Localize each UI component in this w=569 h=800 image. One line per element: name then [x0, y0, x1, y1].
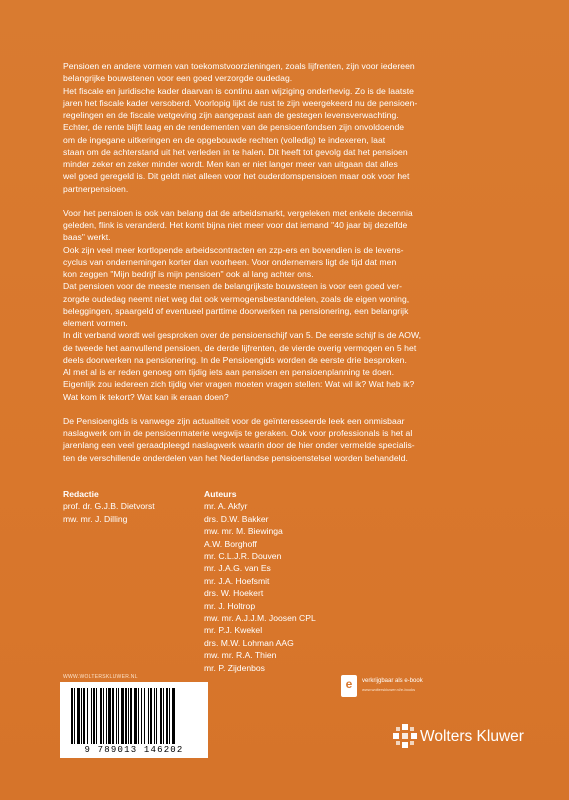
text-line: Dat pensioen voor de meeste mensen de belangrijkste bouwsteen is voor een goed ver- — [63, 281, 403, 292]
ebook-url: www.wolterskluwer.nl/e-books — [362, 687, 416, 692]
paragraph-1 — [63, 60, 513, 195]
text-line: naslagwerk om in de pensioenmaterie wegwijs te geraken. Ook voor professionals is het al — [63, 428, 413, 438]
text-line: Het fiscale en juridische kader daarvan is continu aan wijziging onderhevig. Zo is de laatste — [63, 85, 414, 96]
text-line: De Pensioengids is vanwege zijn actualiteit voor de geïnteresseerde leek een onmisbaar — [63, 415, 405, 426]
text-line: jaren het fiscale kader versoberd. Voorlopig lijkt de rust te zijn weergekeerd nu de pensioen- — [63, 97, 418, 108]
author-name: mr. C.L.J.R. Douven — [204, 551, 282, 562]
text-line: zorgde oudedag neemt niet weg dat ook vermogensbestanddelen, zoals de eigen woning, — [63, 293, 410, 304]
text-line: ten de verschillende onderdelen van het Nederlandse pensioenstelsel worden behandeld. — [63, 452, 408, 463]
text-line: deels doorwerken na pensionering. In de Pensioengids worden de eerste drie besproken. — [63, 354, 407, 365]
editor-name: prof. dr. G.J.B. Dietvorst — [63, 501, 155, 512]
author-name: mr. J. Holtrop — [204, 600, 256, 611]
text-line: Eigenlijk zou iedereen zich tijdig vier vragen moeten vragen stellen: Wat wil ik? Wat heb ik? — [63, 379, 415, 390]
website-url[interactable]: WWW.WOLTERSKLUWER.NL — [63, 674, 138, 680]
author-name: drs. D.W. Bakker — [204, 513, 269, 524]
publisher-name: Wolters Kluwer — [420, 728, 524, 745]
text-line: Al met al is er reden genoeg om tijdig iets aan pensioen en pensioenplanning te doen. — [63, 367, 395, 377]
barcode-icon — [69, 688, 199, 744]
author-name: mw. mr. A.J.J.M. Joosen CPL — [204, 613, 316, 624]
text-line: Echter, de rente blijft laag en de rendementen van de pensioenfondsen zijn onvoldoende — [63, 122, 405, 133]
redactie-column — [63, 488, 155, 525]
author-name: mr. P.J. Kwekel — [204, 625, 263, 636]
ebook-icon: e — [341, 675, 357, 697]
text-line: baas" werkt. — [63, 232, 111, 243]
text-line: regelingen en de fiscale wetgeving zijn aangepast aan de gestegen levensverwachting. — [63, 110, 399, 120]
text-line: belangrijke bouwstenen voor een goed verzorgde oudedag. — [63, 73, 293, 84]
text-line: kon zeggen "Mijn bedrijf is mijn pensioen" ook al lang achter ons. — [63, 269, 314, 279]
text-line: staan om de achterstand uit het verleden in te halen. Dit heeft tot gevolg dat het pensioen — [63, 146, 408, 157]
text-line: minder zeker en zeker minder wordt. Men kan er niet langer meer van uitgaan dat alles — [63, 159, 398, 169]
text-line: Voor het pensioen is ook van belang dat de arbeidsmarkt, vergeleken met enkele decennia — [63, 207, 413, 218]
author-name: mr. A. Akfyr — [204, 501, 248, 512]
author-name: drs. M.W. Lohman AAG — [204, 637, 294, 648]
author-name: drs. W. Hoekert — [204, 588, 264, 599]
text-line: Pensioen en andere vormen van toekomstvoorzieningen, zoals lijfrenten, zijn voor iedereen — [63, 61, 415, 71]
auteurs-heading: Auteurs — [204, 489, 237, 499]
text-line: element vormen. — [63, 318, 128, 328]
text-line: cyclus van ondernemingen korter dan voorheen. Voor ondernemers ligt de tijd dat men — [63, 256, 397, 267]
text-line: Wat kom ik tekort? Wat kan ik eraan doen? — [63, 391, 229, 402]
publisher-logo — [393, 724, 543, 750]
paragraph-2 — [63, 207, 513, 403]
ebook-badge[interactable] — [341, 675, 471, 697]
author-name: mr. J.A.G. van Es — [204, 563, 271, 574]
text-line: In dit verband wordt wel gesproken over de pensioenschijf van 5. De eerste schijf is de AOW, — [63, 330, 422, 341]
text-line: de tweede het aanvullend pensioen, de derde lijfrenten, de vierde overig vermogen en 5 het — [63, 342, 417, 353]
editor-name: mw. mr. J. Dilling — [63, 513, 128, 524]
text-line: beleggingen, spaargeld of eventueel parttime doorwerken na pensionering, een belangrijk — [63, 305, 409, 316]
author-name: mr. J.A. Hoefsmit — [204, 575, 270, 586]
text-line: jarenlang een veel geraadpleegd naslagwerk waarin door de hier onder vermelde specialis- — [63, 440, 415, 451]
auteurs-column — [204, 488, 316, 674]
text-line: Ook zijn veel meer kortlopende arbeidscontracten en zzp-ers en bovendien is de levens- — [63, 244, 404, 255]
paragraph-3 — [63, 415, 513, 464]
isbn-digits: 9 789013 146202 — [84, 745, 184, 755]
text-line: om de ingegane uitkeringen en de opgebouwde rechten (volledig) te indexeren, laat — [63, 134, 386, 145]
isbn-barcode — [60, 682, 208, 758]
ebook-label: verkrijgbaar als e-book — [362, 678, 423, 684]
wolters-kluwer-logo-icon — [393, 724, 417, 748]
text-line: wel goed geregeld is. Dit geldt niet alleen voor het ouderdomspensioen maar ook voor het — [63, 171, 410, 182]
author-name: mr. P. Zijdenbos — [204, 662, 265, 673]
blurb-text — [63, 60, 513, 464]
text-line: partnerpensioen. — [63, 183, 129, 194]
author-name: mw. mr. M. Biewinga — [204, 526, 283, 537]
text-line: geleden, flink is veranderd. Het komt bijna niet meer voor dat iemand "40 jaar bij dezelfde — [63, 220, 408, 230]
author-name: mw. mr. R.A. Thien — [204, 650, 277, 661]
author-name: A.W. Borghoff — [204, 538, 257, 549]
redactie-heading: Redactie — [63, 489, 99, 499]
